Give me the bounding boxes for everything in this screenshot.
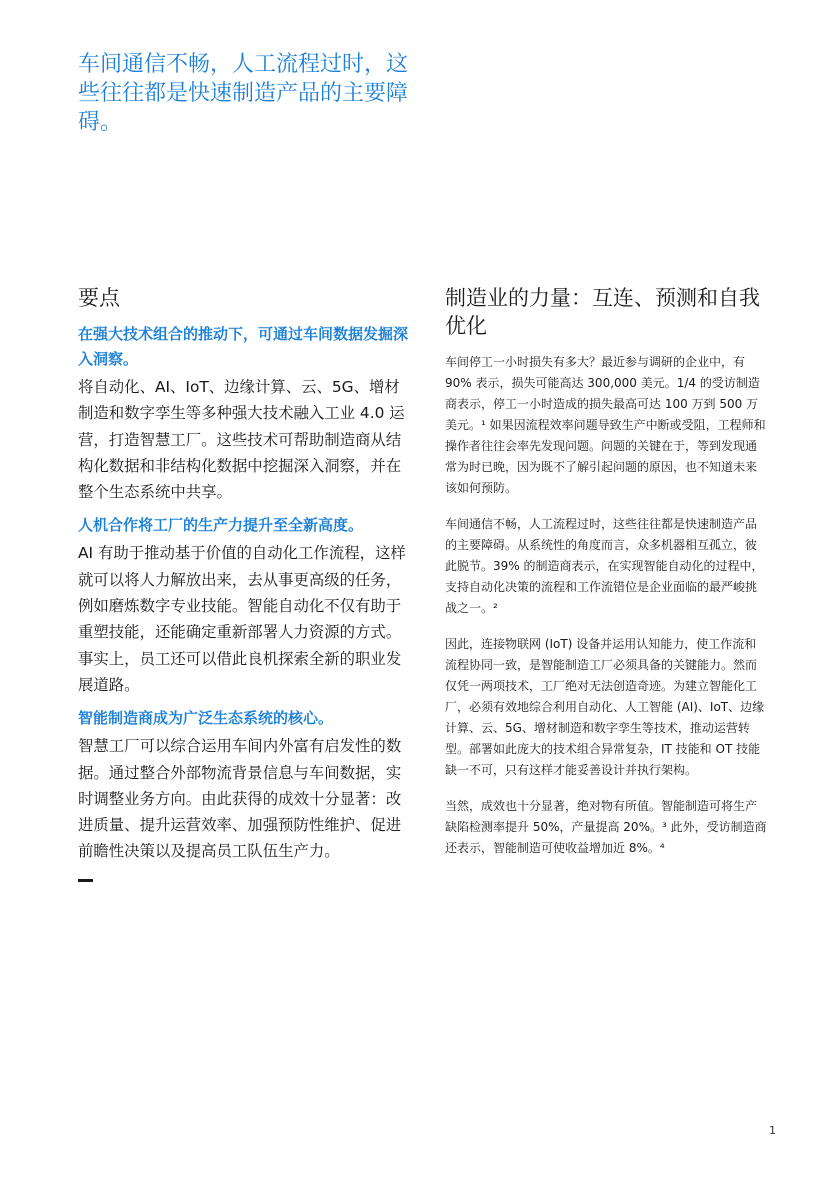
body-paragraph: 当然，成效也十分显著，绝对物有所值。智能制造可将生产缺陷检测率提升 50%，产量提高 20%。³ 此外，受访制造商还表示，智能制造可使收益增加近 8%。⁴ [445,799,767,855]
key-point-body: 智慧工厂可以综合运用车间内外富有启发性的数据。通过整合外部物流背景信息与车间数据，实时调整业务方向。由此获得的成效十分显著：改进质量、提升运营效率、加强预防性维护、促进前瞻性决策以及提高员工队伍生产力。 [78,737,402,861]
key-point-body: AI 有助于推动基于价值的自动化工作流程，这样就可以将人力解放出来，去从事更高级的任务，例如磨炼数字专业技能。智能自动化不仅有助于重塑技能，还能确定重新部署人力资源的方式。事实上，员工还可以借此良机探索全新的职业发展道路。 [78,544,406,694]
key-points-heading: 要点 [78,286,120,310]
body-paragraph: 车间通信不畅，人工流程过时，这些往往都是快速制造产品的主要障碍。从系统性的角度而言，众多机器相互孤立，彼此脱节。39% 的制造商表示，在实现智能自动化的过程中，支持自动化决策的流程和工作流错位是企业面临的最严峻挑战之一。² [445,517,764,615]
body-paragraph: 因此，连接物联网 (IoT) 设备并运用认知能力，使工作流和流程协同一致，是智能制造工厂必须具备的关键能力。然而仅凭一两项技术，工厂绝对无法创造奇迹。为建立智能化工厂，必须有效地综合利用自动化、人工智能 (AI)、IoT、边缘计算、云、5G、增材制造和数字孪生等技术，推动运营转型。部署如此庞大的技术组合异常复杂，IT 技能和 OT 技能缺一不可，只有这样才能妥善设计并执行架构。 [445,637,765,777]
key-point-body: 将自动化、AI、IoT、边缘计算、云、5G、增材制造和数字孪生等多种强大技术融入工业 4.0 运营，打造智慧工厂。这些技术可帮助制造商从结构化数据和非结构化数据中挖掘深入洞察，并在整个生态系统中共享。 [78,378,405,502]
key-point [78,706,408,864]
key-point [78,322,408,505]
key-point [78,513,408,698]
end-mark-divider [78,879,93,882]
body-paragraph: 车间停工一小时损失有多大？最近参与调研的企业中，有 90% 表示，损失可能高达 300,000 美元。1/4 的受访制造商表示，停工一小时造成的损失最高可达 100 万到 500 万美元。¹ 如果因流程效率问题导致生产中断或受阻，工程师和操作者往往会率先发现问题。问题的关键在于，等到发现通常为时已晚，因为既不了解引起问题的原因，也不知道未来该如何预防。 [445,355,766,495]
key-point-title: 人机合作将工厂的生产力提升至全新高度。 [78,516,364,535]
key-points-column [78,284,408,882]
page-number: 1 [769,1124,776,1137]
key-point-title: 智能制造商成为广泛生态系统的核心。 [78,709,334,728]
main-section-column [445,284,767,874]
main-section-heading: 制造业的力量：互连、预测和自我优化 [445,286,760,338]
intro-title: 车间通信不畅，人工流程过时，这些往往都是快速制造产品的主要障碍。 [78,52,409,135]
key-point-title: 在强大技术组合的推动下，可通过车间数据发掘深入洞察。 [78,325,409,368]
